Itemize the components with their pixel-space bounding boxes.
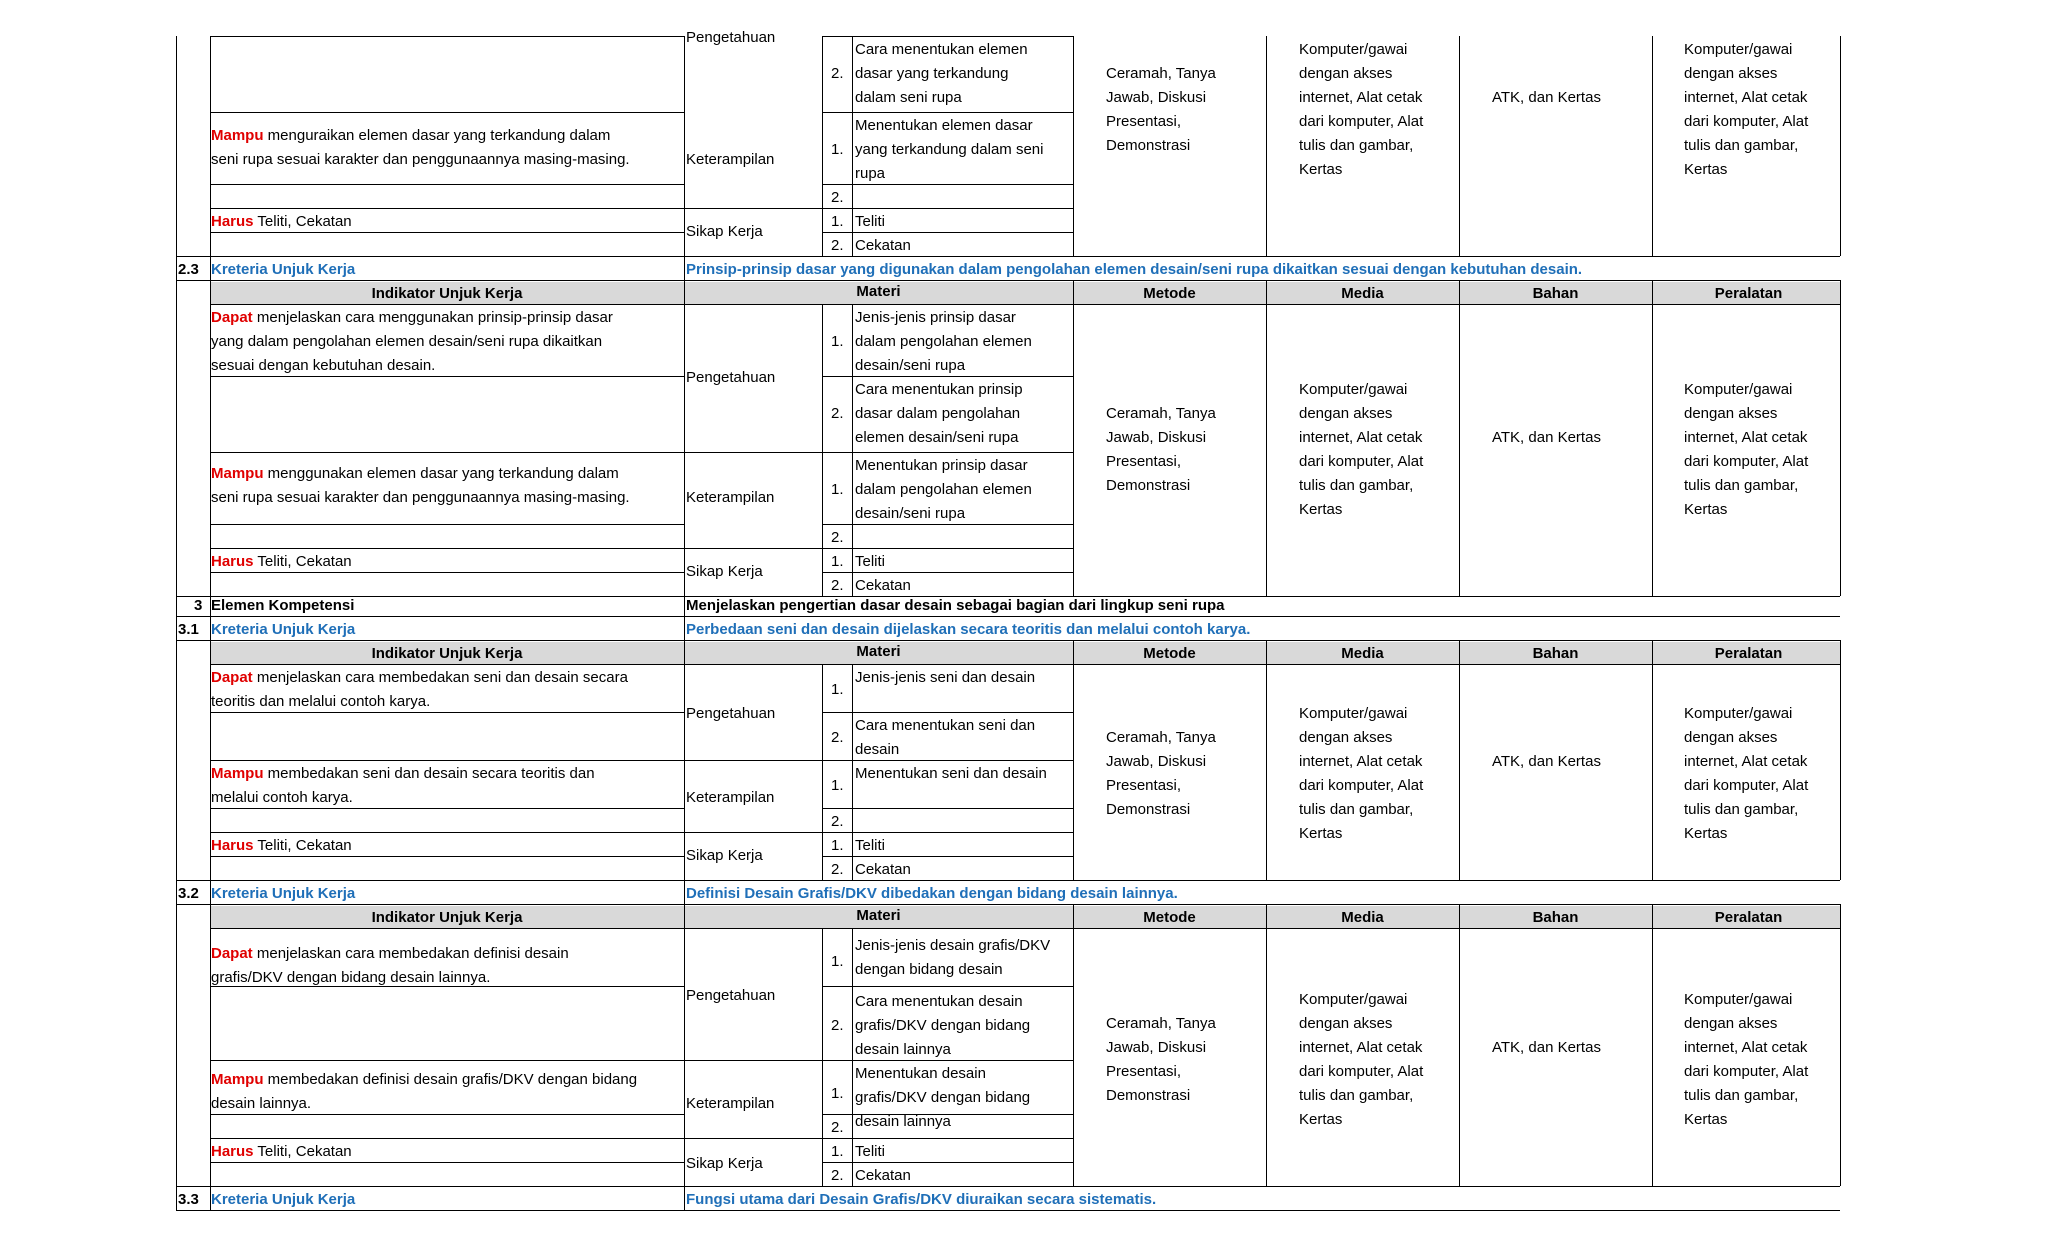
top-ket1-l2: yang terkandung dalam seni [855, 141, 1044, 158]
grid-line [176, 280, 1840, 281]
grid-line [210, 986, 684, 987]
s32-ket1-l1: Menentukan desain [855, 1065, 986, 1082]
top-media-l5: tulis dan gambar, [1299, 137, 1414, 154]
s23-sikap-label: Sikap Kerja [686, 563, 763, 580]
grid-line [176, 36, 177, 1210]
grid-line [1459, 36, 1460, 256]
grid-line [1073, 36, 1074, 256]
s23-num: 2.3 [178, 261, 199, 278]
grid-line [1459, 904, 1460, 1186]
top-mampu-l1: Mampu menguraikan elemen dasar yang terkandung dalam [211, 127, 611, 144]
s23-hdr-materi: Materi [856, 283, 901, 300]
grid-line [1266, 904, 1267, 1186]
grid-line [822, 112, 1073, 113]
s32-peralatan-l3: internet, Alat cetak [1684, 1039, 1808, 1056]
top-materi2-l3: dalam seni rupa [855, 89, 962, 106]
s31-mampu-l2: melalui contoh karya. [211, 789, 353, 806]
s23-peralatan-l5: tulis dan gambar, [1684, 477, 1799, 494]
e3-label: Elemen Kompetensi [211, 597, 355, 614]
s23-materi1-l2: dalam pengolahan elemen [855, 333, 1032, 350]
top-materi2-num: 2. [831, 65, 844, 82]
s32-media-l1: Komputer/gawai [1299, 991, 1408, 1008]
grid-line [1652, 640, 1653, 880]
s31-kuk-text: Perbedaan seni dan desain dijelaskan secara teoritis dan melalui contoh karya. [686, 621, 1251, 638]
s32-hdr-bahan: Bahan [1532, 909, 1579, 926]
grid-line [210, 928, 1840, 929]
s32-materi2-l1: Cara menentukan desain [855, 993, 1023, 1010]
grid-line [822, 986, 1073, 987]
grid-line [1073, 640, 1074, 880]
s32-ket1-cell [853, 1062, 1067, 1130]
s32-peralatan-l4: dari komputer, Alat [1684, 1063, 1809, 1080]
grid-line [1840, 904, 1841, 1186]
s23-sikap1-num: 1. [831, 553, 844, 570]
s32-hdr-media: Media [1341, 909, 1384, 926]
s32-dapat-l1: Dapat menjelaskan cara membedakan definisi desain [211, 945, 569, 962]
grid-line [176, 1210, 1840, 1211]
grid-line [822, 524, 1073, 525]
s23-media-l6: Kertas [1299, 501, 1343, 518]
grid-line [176, 640, 1840, 641]
s23-media-l5: tulis dan gambar, [1299, 477, 1414, 494]
grid-line [822, 184, 1073, 185]
s32-kuk-label: Kreteria Unjuk Kerja [211, 885, 356, 902]
grid-line [210, 452, 1073, 453]
s23-materi2-num: 2. [831, 405, 844, 422]
s23-materi2-l1: Cara menentukan prinsip [855, 381, 1023, 398]
s31-hdr-indikator: Indikator Unjuk Kerja [371, 645, 523, 662]
top-metode-l3: Presentasi, [1106, 113, 1182, 130]
top-mampu-l2: seni rupa sesuai karakter dan penggunaannya masing-masing. [211, 151, 630, 168]
grid-line [1266, 36, 1267, 256]
s23-media-l2: dengan akses [1299, 405, 1393, 422]
s23-dapat-l1: Dapat menjelaskan cara menggunakan prinsip-prinsip dasar [211, 309, 613, 326]
s31-media-l2: dengan akses [1299, 729, 1393, 746]
s23-metode-l1: Ceramah, Tanya [1106, 405, 1216, 422]
s32-num: 3.2 [178, 885, 199, 902]
s32-materi1-num: 1. [831, 953, 844, 970]
top-materi2-l1: Cara menentukan elemen [855, 41, 1028, 58]
grid-line [210, 664, 1840, 665]
s31-metode-l3: Presentasi, [1106, 777, 1182, 794]
s23-metode-l2: Jawab, Diskusi [1106, 429, 1207, 446]
s31-peralatan-l3: internet, Alat cetak [1684, 753, 1808, 770]
s32-ket1-num: 1. [831, 1085, 844, 1102]
s32-sikap1-text: Teliti [855, 1143, 886, 1160]
top-keterampilan-label: Keterampilan [686, 151, 775, 168]
top-peralatan-l6: Kertas [1684, 161, 1728, 178]
s31-media-l1: Komputer/gawai [1299, 705, 1408, 722]
grid-line [176, 616, 1840, 617]
s31-sikap2-text: Cekatan [855, 861, 911, 878]
s31-peralatan-l5: tulis dan gambar, [1684, 801, 1799, 818]
s31-materi2-num: 2. [831, 729, 844, 746]
grid-line [822, 712, 1073, 713]
top-ket1-num: 1. [831, 141, 844, 158]
s31-hdr-materi: Materi [856, 643, 901, 660]
top-bahan: ATK, dan Kertas [1492, 89, 1601, 106]
s31-sikap2-num: 2. [831, 861, 844, 878]
grid-line [684, 36, 685, 1210]
s32-media-l2: dengan akses [1299, 1015, 1393, 1032]
s33-kuk-label: Kreteria Unjuk Kerja [211, 1191, 356, 1208]
grid-line [1840, 280, 1841, 596]
s31-peralatan-l4: dari komputer, Alat [1684, 777, 1809, 794]
s32-hdr-metode: Metode [1143, 909, 1196, 926]
s31-hdr-bahan: Bahan [1532, 645, 1579, 662]
grid-line [210, 1060, 1073, 1061]
s32-materi1-l1: Jenis-jenis desain grafis/DKV [855, 937, 1051, 954]
s31-metode-l2: Jawab, Diskusi [1106, 753, 1207, 770]
s23-materi1-l1: Jenis-jenis prinsip dasar [855, 309, 1016, 326]
grid-line [822, 664, 823, 880]
top-sikap-label: Sikap Kerja [686, 223, 763, 240]
s32-harus: Harus Teliti, Cekatan [211, 1143, 352, 1160]
s23-ket1-num: 1. [831, 481, 844, 498]
top-sikap1-text: Teliti [855, 213, 886, 230]
grid-line [1840, 640, 1841, 880]
s31-materi2-l1: Cara menentukan seni dan [855, 717, 1036, 734]
s31-hdr-media: Media [1341, 645, 1384, 662]
s23-kuk-label: Kreteria Unjuk Kerja [211, 261, 356, 278]
s23-metode-l4: Demonstrasi [1106, 477, 1191, 494]
grid-line [210, 376, 684, 377]
s31-media-l3: internet, Alat cetak [1299, 753, 1423, 770]
s32-metode-l1: Ceramah, Tanya [1106, 1015, 1216, 1032]
top-sikap1-num: 1. [831, 213, 844, 230]
s23-dapat-l3: sesuai dengan kebutuhan desain. [211, 357, 436, 374]
s31-metode-l4: Demonstrasi [1106, 801, 1191, 818]
s31-media-l4: dari komputer, Alat [1299, 777, 1424, 794]
s32-hdr-peralatan: Peralatan [1714, 909, 1783, 926]
grid-line [822, 808, 1073, 809]
s23-harus: Harus Teliti, Cekatan [211, 553, 352, 570]
top-peralatan-l1: Komputer/gawai [1684, 41, 1793, 58]
top-media-l6: Kertas [1299, 161, 1343, 178]
s32-keterampilan-label: Keterampilan [686, 1095, 775, 1112]
s23-materi1-num: 1. [831, 333, 844, 350]
s32-ket2-num: 2. [831, 1119, 844, 1136]
grid-line [822, 572, 1073, 573]
s31-pengetahuan-label: Pengetahuan [686, 705, 776, 722]
s32-materi2-num: 2. [831, 1017, 844, 1034]
grid-line [1840, 36, 1841, 256]
s32-peralatan-l5: tulis dan gambar, [1684, 1087, 1799, 1104]
s31-ket1-l1: Menentukan seni dan desain [855, 765, 1047, 782]
grid-line [176, 1186, 1840, 1187]
top-metode-l2: Jawab, Diskusi [1106, 89, 1207, 106]
s32-metode-l2: Jawab, Diskusi [1106, 1039, 1207, 1056]
top-metode-l4: Demonstrasi [1106, 137, 1191, 154]
s32-hdr-indikator: Indikator Unjuk Kerja [371, 909, 523, 926]
s23-pengetahuan-label: Pengetahuan [686, 369, 776, 386]
s32-sikap-label: Sikap Kerja [686, 1155, 763, 1172]
grid-line [1073, 280, 1074, 596]
grid-line [210, 856, 684, 857]
s32-mampu-l1: Mampu membedakan definisi desain grafis/DKV dengan bidang [211, 1071, 638, 1088]
grid-line [210, 112, 684, 113]
s23-sikap1-text: Teliti [855, 553, 886, 570]
s23-kuk-text: Prinsip-prinsip dasar yang digunakan dalam pengolahan elemen desain/seni rupa dikaitkan sesuai dengan kebutuhan desain. [686, 261, 1583, 278]
top-media-l4: dari komputer, Alat [1299, 113, 1424, 130]
grid-line [852, 928, 853, 1186]
grid-line [1459, 280, 1460, 596]
grid-line [176, 256, 1840, 257]
s31-peralatan-l6: Kertas [1684, 825, 1728, 842]
s31-media-l6: Kertas [1299, 825, 1343, 842]
s31-keterampilan-label: Keterampilan [686, 789, 775, 806]
s31-ket1-num: 1. [831, 777, 844, 794]
s32-sikap1-num: 1. [831, 1143, 844, 1160]
grid-line [210, 832, 1073, 833]
top-pengetahuan-label: Pengetahuan [686, 29, 776, 46]
s23-peralatan-l2: dengan akses [1684, 405, 1778, 422]
s23-media-l1: Komputer/gawai [1299, 381, 1408, 398]
grid-line [852, 664, 853, 880]
s32-ket1-l3: desain lainnya [855, 1113, 951, 1130]
e3-num: 3 [194, 597, 203, 614]
s31-dapat-l2: teoritis dan melalui contoh karya. [211, 693, 431, 710]
top-sikap2-num: 2. [831, 237, 844, 254]
grid-line [822, 304, 823, 596]
grid-line [210, 808, 684, 809]
e3-text: Menjelaskan pengertian dasar desain sebagai bagian dari lingkup seni rupa [686, 597, 1225, 614]
grid-line [822, 36, 1073, 37]
s31-bahan: ATK, dan Kertas [1492, 753, 1601, 770]
grid-line [210, 1138, 1073, 1139]
top-peralatan-l2: dengan akses [1684, 65, 1778, 82]
grid-line [210, 1114, 684, 1115]
s23-peralatan-l1: Komputer/gawai [1684, 381, 1793, 398]
grid-line [822, 232, 1073, 233]
grid-line [822, 928, 823, 1186]
s23-mampu-l1: Mampu menggunakan elemen dasar yang terkandung dalam [211, 465, 619, 482]
top-harus: Harus Teliti, Cekatan [211, 213, 352, 230]
s23-peralatan-l6: Kertas [1684, 501, 1728, 518]
s32-bahan: ATK, dan Kertas [1492, 1039, 1601, 1056]
grid-line [1652, 36, 1653, 256]
s31-materi1-num: 1. [831, 681, 844, 698]
s23-hdr-media: Media [1341, 285, 1384, 302]
s23-hdr-bahan: Bahan [1532, 285, 1579, 302]
s33-num: 3.3 [178, 1191, 199, 1208]
s31-hdr-metode: Metode [1143, 645, 1196, 662]
s32-pengetahuan-label: Pengetahuan [686, 987, 776, 1004]
s23-hdr-indikator: Indikator Unjuk Kerja [371, 285, 523, 302]
s23-sikap2-text: Cekatan [855, 577, 911, 594]
s23-hdr-peralatan: Peralatan [1714, 285, 1783, 302]
grid-line [176, 904, 1840, 905]
s23-ket1-l1: Menentukan prinsip dasar [855, 457, 1028, 474]
grid-line [1459, 640, 1460, 880]
grid-line [210, 548, 1073, 549]
grid-line [822, 376, 1073, 377]
grid-line [210, 760, 1073, 761]
s23-ket2-num: 2. [831, 529, 844, 546]
grid-line [1652, 904, 1653, 1186]
s32-materi2-l2: grafis/DKV dengan bidang [855, 1017, 1031, 1034]
s31-sikap1-num: 1. [831, 837, 844, 854]
s23-ket1-l3: desain/seni rupa [855, 505, 966, 522]
s31-sikap-label: Sikap Kerja [686, 847, 763, 864]
s31-media-l5: tulis dan gambar, [1299, 801, 1414, 818]
s31-harus: Harus Teliti, Cekatan [211, 837, 352, 854]
s23-peralatan-l3: internet, Alat cetak [1684, 429, 1808, 446]
grid-line [210, 524, 684, 525]
s32-materi2-l3: desain lainnya [855, 1041, 951, 1058]
s23-materi1-l3: desain/seni rupa [855, 357, 966, 374]
s31-metode-l1: Ceramah, Tanya [1106, 729, 1216, 746]
s31-mampu-l1: Mampu membedakan seni dan desain secara teoritis dan [211, 765, 595, 782]
s23-materi2-l2: dasar dalam pengolahan [855, 405, 1021, 422]
grid-line [822, 1114, 1073, 1115]
s32-metode-l3: Presentasi, [1106, 1063, 1182, 1080]
s32-materi1-l2: dengan bidang desain [855, 961, 1003, 978]
s31-hdr-peralatan: Peralatan [1714, 645, 1783, 662]
s23-media-l4: dari komputer, Alat [1299, 453, 1424, 470]
top-sikap2-text: Cekatan [855, 237, 911, 254]
grid-line [1073, 904, 1074, 1186]
s23-keterampilan-label: Keterampilan [686, 489, 775, 506]
s23-peralatan-l4: dari komputer, Alat [1684, 453, 1809, 470]
s31-peralatan-l1: Komputer/gawai [1684, 705, 1793, 722]
grid-line [822, 1162, 1073, 1163]
s32-sikap2-num: 2. [831, 1167, 844, 1184]
s23-materi2-l3: elemen desain/seni rupa [855, 429, 1019, 446]
grid-line [1266, 640, 1267, 880]
top-peralatan-l5: tulis dan gambar, [1684, 137, 1799, 154]
top-peralatan-l3: internet, Alat cetak [1684, 89, 1808, 106]
s31-kuk-label: Kreteria Unjuk Kerja [211, 621, 356, 638]
grid-line [210, 36, 211, 1210]
s23-hdr-metode: Metode [1143, 285, 1196, 302]
s32-hdr-materi: Materi [856, 907, 901, 924]
s31-materi2-l2: desain [855, 741, 900, 758]
s31-materi1-l1: Jenis-jenis seni dan desain [855, 669, 1036, 686]
grid-line [822, 36, 823, 256]
s31-sikap1-text: Teliti [855, 837, 886, 854]
s32-peralatan-l6: Kertas [1684, 1111, 1728, 1128]
top-peralatan-l4: dari komputer, Alat [1684, 113, 1809, 130]
top-materi2-l2: dasar yang terkandung [855, 65, 1009, 82]
s23-metode-l3: Presentasi, [1106, 453, 1182, 470]
grid-line [852, 36, 853, 256]
grid-line [210, 304, 1840, 305]
grid-line [852, 304, 853, 596]
top-metode-l1: Ceramah, Tanya [1106, 65, 1216, 82]
s32-kuk-text: Definisi Desain Grafis/DKV dibedakan dengan bidang desain lainnya. [686, 885, 1178, 902]
s32-media-l3: internet, Alat cetak [1299, 1039, 1423, 1056]
s23-media-l3: internet, Alat cetak [1299, 429, 1423, 446]
s32-peralatan-l2: dengan akses [1684, 1015, 1778, 1032]
grid-line [210, 572, 684, 573]
s31-num: 3.1 [178, 621, 199, 638]
top-ket1-l3: rupa [855, 165, 886, 182]
grid-line [210, 712, 684, 713]
s32-metode-l4: Demonstrasi [1106, 1087, 1191, 1104]
grid-line [210, 208, 1073, 209]
s32-ket1-l2: grafis/DKV dengan bidang [855, 1089, 1031, 1106]
s31-peralatan-l2: dengan akses [1684, 729, 1778, 746]
grid-line [210, 232, 684, 233]
s23-sikap2-num: 2. [831, 577, 844, 594]
s32-peralatan-l1: Komputer/gawai [1684, 991, 1793, 1008]
grid-line [1266, 280, 1267, 596]
top-ket2-num: 2. [831, 189, 844, 206]
grid-line [210, 1162, 684, 1163]
s32-sikap2-text: Cekatan [855, 1167, 911, 1184]
s32-mampu-l2: desain lainnya. [211, 1095, 312, 1112]
s23-bahan: ATK, dan Kertas [1492, 429, 1601, 446]
grid-line [210, 36, 684, 37]
s23-ket1-l2: dalam pengolahan elemen [855, 481, 1032, 498]
s23-mampu-l2: seni rupa sesuai karakter dan penggunaannya masing-masing. [211, 489, 630, 506]
s31-ket2-num: 2. [831, 813, 844, 830]
top-media-l3: internet, Alat cetak [1299, 89, 1423, 106]
grid-line [210, 184, 684, 185]
grid-line [822, 856, 1073, 857]
s32-media-l4: dari komputer, Alat [1299, 1063, 1424, 1080]
s32-media-l5: tulis dan gambar, [1299, 1087, 1414, 1104]
grid-line [176, 880, 1840, 881]
grid-line [1652, 280, 1653, 596]
top-media-l1: Komputer/gawai [1299, 41, 1408, 58]
s23-dapat-l2: yang dalam pengolahan elemen desain/seni rupa dikaitkan [211, 333, 603, 350]
s33-kuk-text: Fungsi utama dari Desain Grafis/DKV diuraikan secara sistematis. [686, 1191, 1157, 1208]
s31-dapat-l1: Dapat menjelaskan cara membedakan seni dan desain secara [211, 669, 628, 686]
top-media-l2: dengan akses [1299, 65, 1393, 82]
top-ket1-l1: Menentukan elemen dasar [855, 117, 1033, 134]
s32-media-l6: Kertas [1299, 1111, 1343, 1128]
s32-dapat-l2: grafis/DKV dengan bidang desain lainnya. [211, 969, 491, 986]
grid-line [176, 596, 1840, 597]
